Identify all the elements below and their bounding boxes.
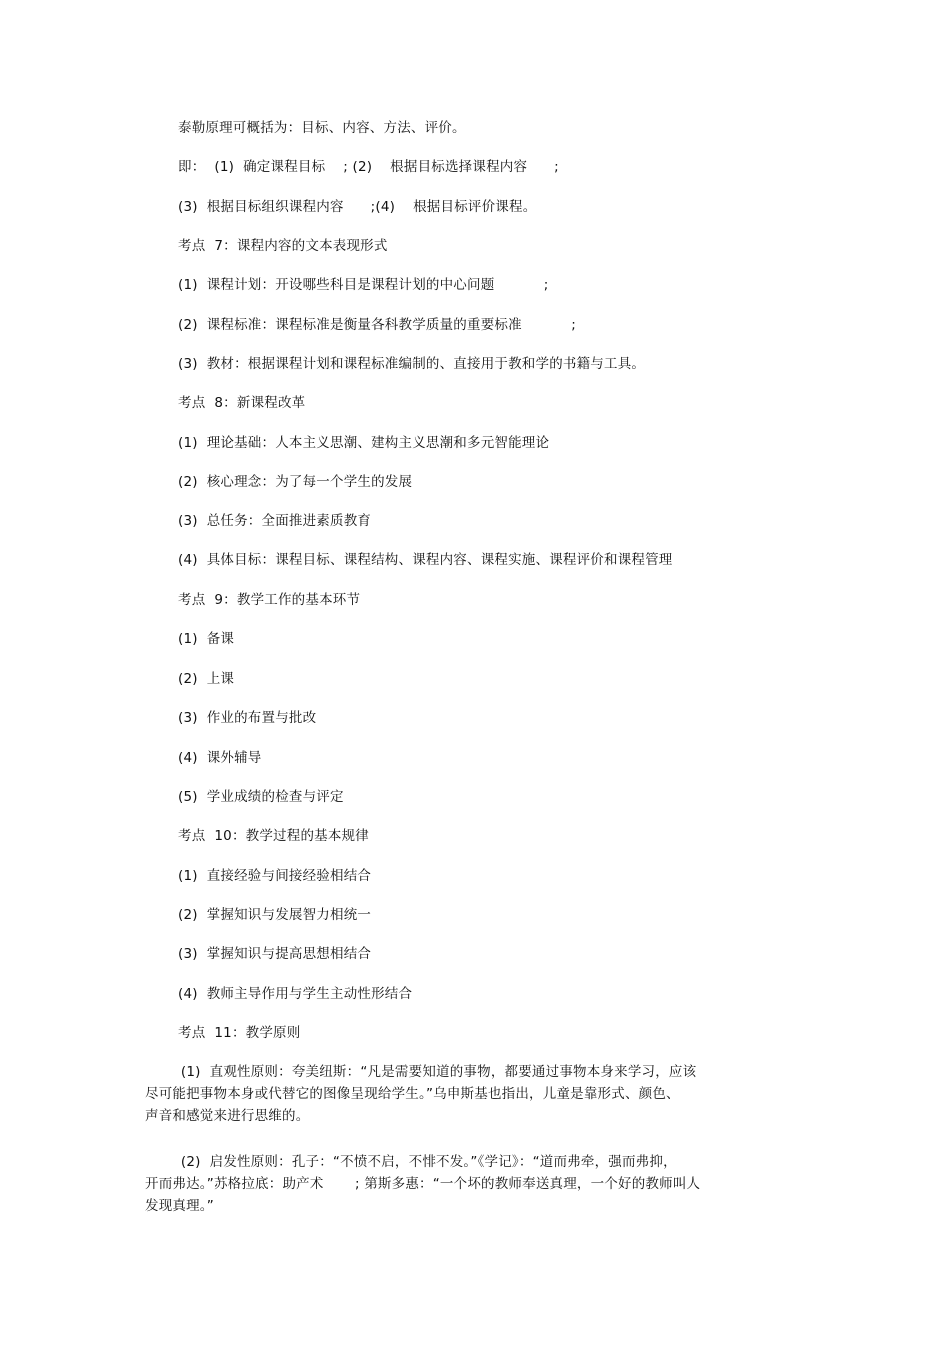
paragraph-line: (1) 直观性原则：夸美纽斯：“凡是需要知道的事物，都要通过事物本身来学习，应该 xyxy=(145,1064,697,1080)
text-line: (2) 掌握知识与发展智力相统一 xyxy=(178,907,372,923)
paragraph-line: 尽可能把事物本身或代替它的图像呈现给学生。”乌申斯基也指出，儿童是靠形式、颜色、 xyxy=(145,1086,680,1102)
text-line: (2) 课程标准：课程标准是衡量各科教学质量的重要标准 ; xyxy=(178,317,576,333)
text-line: (4) 课外辅导 xyxy=(178,750,262,766)
paragraph-line: 声音和感觉来进行思维的。 xyxy=(145,1108,310,1124)
section-heading: 考点 9：教学工作的基本环节 xyxy=(178,592,361,608)
section-heading: 考点 11：教学原则 xyxy=(178,1025,301,1041)
text-line: (1) 理论基础：人本主义思潮、建构主义思潮和多元智能理论 xyxy=(178,435,550,451)
text-line: (2) 核心理念：为了每一个学生的发展 xyxy=(178,474,413,490)
text-line: (3) 总任务：全面推进素质教育 xyxy=(178,513,372,529)
text-line: 即： (1) 确定课程目标 ; (2) 根据目标选择课程内容 ; xyxy=(178,159,559,175)
paragraph-line: 开而弗达。”苏格拉底：助产术 ; 第斯多惠：“一个坏的教师奉送真理，一个好的教师叫人 xyxy=(145,1176,701,1192)
paragraph-heuristic-principle xyxy=(145,1151,765,1217)
section-heading: 考点 8：新课程改革 xyxy=(178,395,306,411)
section-heading: 考点 10：教学过程的基本规律 xyxy=(178,828,369,844)
text-line: (1) 备课 xyxy=(178,631,235,647)
text-line: (3) 根据目标组织课程内容 ;(4) 根据目标评价课程。 xyxy=(178,199,537,215)
text-line: (2) 上课 xyxy=(178,671,235,687)
paragraph-line: 发现真理。” xyxy=(145,1198,214,1214)
text-line: (4) 具体目标：课程目标、课程结构、课程内容、课程实施、课程评价和课程管理 xyxy=(178,552,673,568)
text-line: (1) 直接经验与间接经验相结合 xyxy=(178,868,372,884)
text-line: (1) 课程计划：开设哪些科目是课程计划的中心问题 ; xyxy=(178,277,549,293)
text-line: (3) 教材：根据课程计划和课程标准编制的、直接用于教和学的书籍与工具。 xyxy=(178,356,646,372)
text-line: (3) 掌握知识与提高思想相结合 xyxy=(178,946,372,962)
section-heading: 考点 7：课程内容的文本表现形式 xyxy=(178,238,388,254)
text-line: 泰勒原理可概括为：目标、内容、方法、评价。 xyxy=(178,120,466,136)
text-line: (4) 教师主导作用与学生主动性形结合 xyxy=(178,986,413,1002)
text-line: (3) 作业的布置与批改 xyxy=(178,710,317,726)
text-line: (5) 学业成绩的检查与评定 xyxy=(178,789,344,805)
paragraph-line: (2) 启发性原则：孔子：“不愤不启，不悱不发。”《学记》：“道而弗牵，强而弗抑， xyxy=(145,1154,677,1170)
paragraph-intuitive-principle xyxy=(145,1061,765,1127)
